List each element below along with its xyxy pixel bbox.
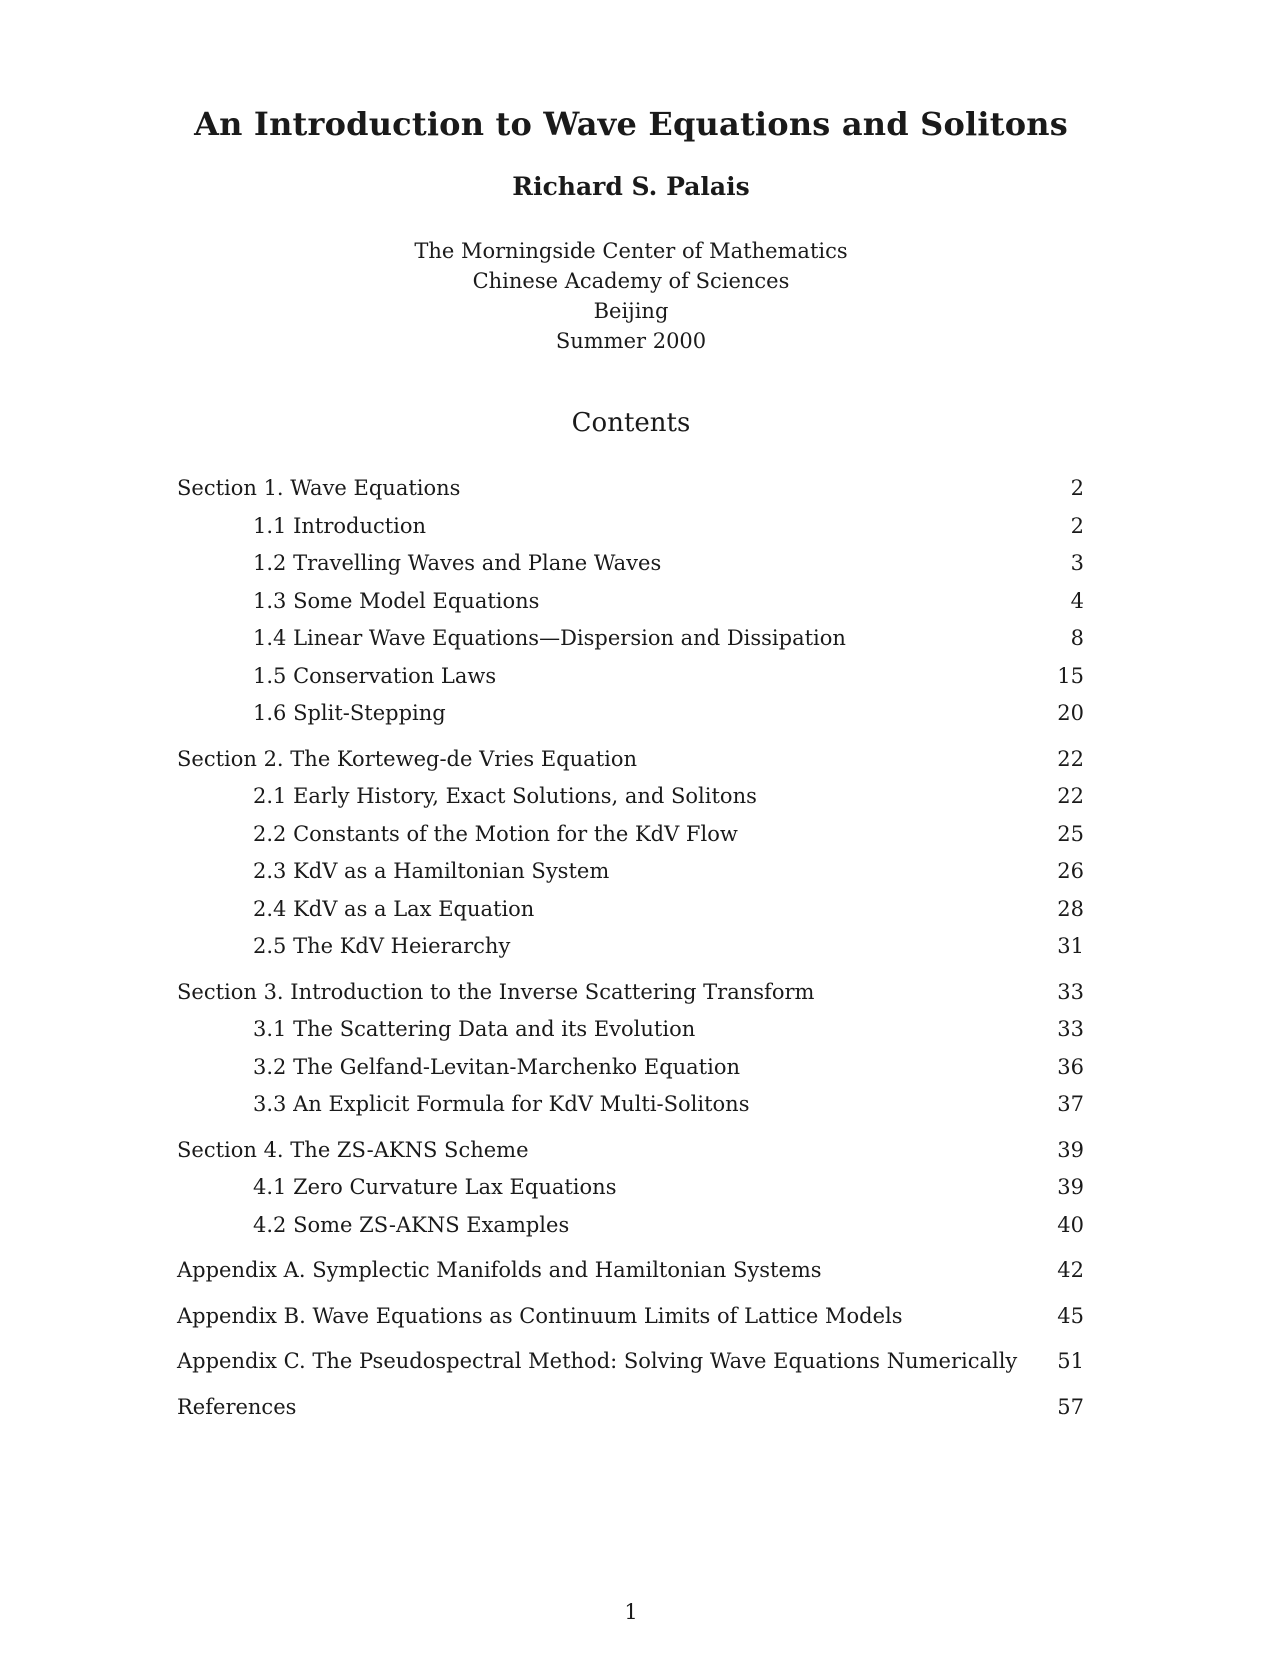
toc-entry-page: 3: [1070, 551, 1084, 575]
toc-entry-label: 3.2 The Gelfand-Levitan-Marchenko Equation: [253, 1054, 740, 1079]
toc-entry-page: 36: [1057, 1054, 1084, 1079]
toc-entry-label: 1.2 Travelling Waves and Plane Waves: [253, 551, 662, 575]
toc-entry-label: Section 2. The Korteweg-de Vries Equation: [177, 746, 638, 771]
toc-subsection-entry[interactable]: [177, 658, 1084, 696]
toc-entry-label: 1.3 Some Model Equations: [253, 588, 540, 613]
toc-entry-page: 22: [1057, 746, 1084, 771]
toc-entry-page: 37: [1057, 1092, 1084, 1116]
toc-entry-label: 1.6 Split-Stepping: [253, 701, 446, 725]
toc-entry-page: 22: [1057, 784, 1084, 808]
toc-subsection-entry[interactable]: [177, 583, 1084, 621]
page-number: 1: [624, 1600, 638, 1624]
toc-subsection-entry[interactable]: [177, 778, 1084, 816]
affiliation-block: [0, 236, 1262, 356]
toc-entry-label: 2.3 KdV as a Hamiltonian System: [253, 859, 610, 883]
toc-entry-page: 26: [1057, 859, 1084, 883]
toc-entry-page: 57: [1057, 1394, 1084, 1419]
toc-entry-label: 2.1 Early History, Exact Solutions, and Solitons: [253, 784, 757, 808]
toc-appendix-group: [177, 1343, 1084, 1381]
toc-entry-label: Appendix A. Symplectic Manifolds and Hamiltonian Systems: [177, 1258, 822, 1282]
toc-entry-label: 2.2 Constants of the Motion for the KdV Flow: [253, 821, 738, 846]
toc-entry-page: 39: [1057, 1175, 1084, 1199]
toc-entry-label: Appendix B. Wave Equations as Continuum Limits of Lattice Models: [177, 1303, 903, 1328]
toc-entry-label: 1.1 Introduction: [253, 513, 427, 538]
document-title: An Introduction to Wave Equations and Solitons: [194, 105, 1068, 143]
toc-entry-label: 1.4 Linear Wave Equations—Dispersion and Dissipation: [253, 626, 846, 650]
toc-section-entry[interactable]: [177, 974, 1084, 1012]
toc-subsection-entry[interactable]: [177, 1207, 1084, 1245]
toc-subsection-entry[interactable]: [177, 1011, 1084, 1049]
toc-entry-page: 25: [1057, 821, 1084, 846]
affiliation-line: Chinese Academy of Sciences: [472, 269, 790, 293]
toc-entry-label: 1.5 Conservation Laws: [253, 663, 497, 688]
toc-section-entry[interactable]: [177, 1132, 1084, 1170]
affiliation-line: Beijing: [593, 299, 669, 323]
toc-subsection-entry[interactable]: [177, 508, 1084, 546]
toc-entry-page: 8: [1070, 626, 1084, 650]
toc-subsection-entry[interactable]: [177, 853, 1084, 891]
affiliation-line: Summer 2000: [555, 329, 707, 353]
toc-section-entry[interactable]: [177, 741, 1084, 779]
author-name: Richard S. Palais: [512, 172, 750, 201]
toc-entry-label: 2.5 The KdV Heierarchy: [253, 934, 511, 958]
toc-entry-page: 40: [1057, 1212, 1084, 1237]
toc-subsection-entry[interactable]: [177, 816, 1084, 854]
toc-subsection-entry[interactable]: [177, 928, 1084, 966]
toc-entry-page: 51: [1057, 1349, 1084, 1373]
toc-entry-label: Appendix C. The Pseudospectral Method: Solving Wave Equations Numerically: [177, 1349, 1018, 1373]
toc-entry-page: 33: [1057, 1017, 1084, 1041]
toc-entry-page: 31: [1057, 934, 1084, 958]
toc-entry-label: References: [177, 1394, 297, 1419]
toc-section-group: [177, 1132, 1084, 1245]
toc-entry-label: 4.2 Some ZS-AKNS Examples: [253, 1212, 570, 1237]
toc-entry-label: 3.1 The Scattering Data and its Evolution: [253, 1017, 696, 1041]
table-of-contents: [177, 470, 1084, 1434]
toc-entry-page: 45: [1057, 1303, 1084, 1328]
toc-subsection-entry[interactable]: [177, 695, 1084, 733]
toc-entry-label: Section 1. Wave Equations: [177, 476, 461, 500]
toc-appendix-group: [177, 1252, 1084, 1290]
toc-section-group: [177, 470, 1084, 733]
toc-section-entry[interactable]: [177, 470, 1084, 508]
toc-subsection-entry[interactable]: [177, 1169, 1084, 1207]
toc-entry-page: 15: [1057, 663, 1084, 688]
toc-subsection-entry[interactable]: [177, 1086, 1084, 1124]
toc-entry-page: 39: [1057, 1137, 1084, 1162]
contents-heading: Contents: [571, 408, 691, 438]
toc-entry-page: 2: [1070, 476, 1084, 500]
toc-entry-page: 42: [1057, 1258, 1084, 1282]
toc-appendix-entry[interactable]: [177, 1389, 1084, 1427]
toc-appendix-group: [177, 1298, 1084, 1336]
toc-entry-label: Section 4. The ZS-AKNS Scheme: [177, 1137, 529, 1162]
toc-entry-page: 20: [1057, 701, 1084, 725]
toc-appendix-entry[interactable]: [177, 1252, 1084, 1290]
toc-appendix-entry[interactable]: [177, 1298, 1084, 1336]
toc-subsection-entry[interactable]: [177, 891, 1084, 929]
toc-section-group: [177, 974, 1084, 1124]
toc-subsection-entry[interactable]: [177, 620, 1084, 658]
toc-entry-label: 2.4 KdV as a Lax Equation: [253, 896, 535, 921]
toc-section-group: [177, 741, 1084, 966]
toc-subsection-entry[interactable]: [177, 1049, 1084, 1087]
toc-appendix-group: [177, 1389, 1084, 1427]
toc-entry-page: 4: [1070, 588, 1084, 613]
toc-appendix-entry[interactable]: [177, 1343, 1084, 1381]
toc-entry-label: 3.3 An Explicit Formula for KdV Multi-Solitons: [253, 1092, 750, 1116]
affiliation-line: The Morningside Center of Mathematics: [414, 239, 848, 263]
toc-entry-page: 33: [1057, 979, 1084, 1004]
toc-entry-page: 28: [1057, 896, 1084, 921]
toc-entry-page: 2: [1070, 513, 1084, 538]
toc-subsection-entry[interactable]: [177, 545, 1084, 583]
toc-entry-label: Section 3. Introduction to the Inverse Scattering Transform: [177, 979, 815, 1004]
toc-entry-label: 4.1 Zero Curvature Lax Equations: [253, 1175, 617, 1199]
